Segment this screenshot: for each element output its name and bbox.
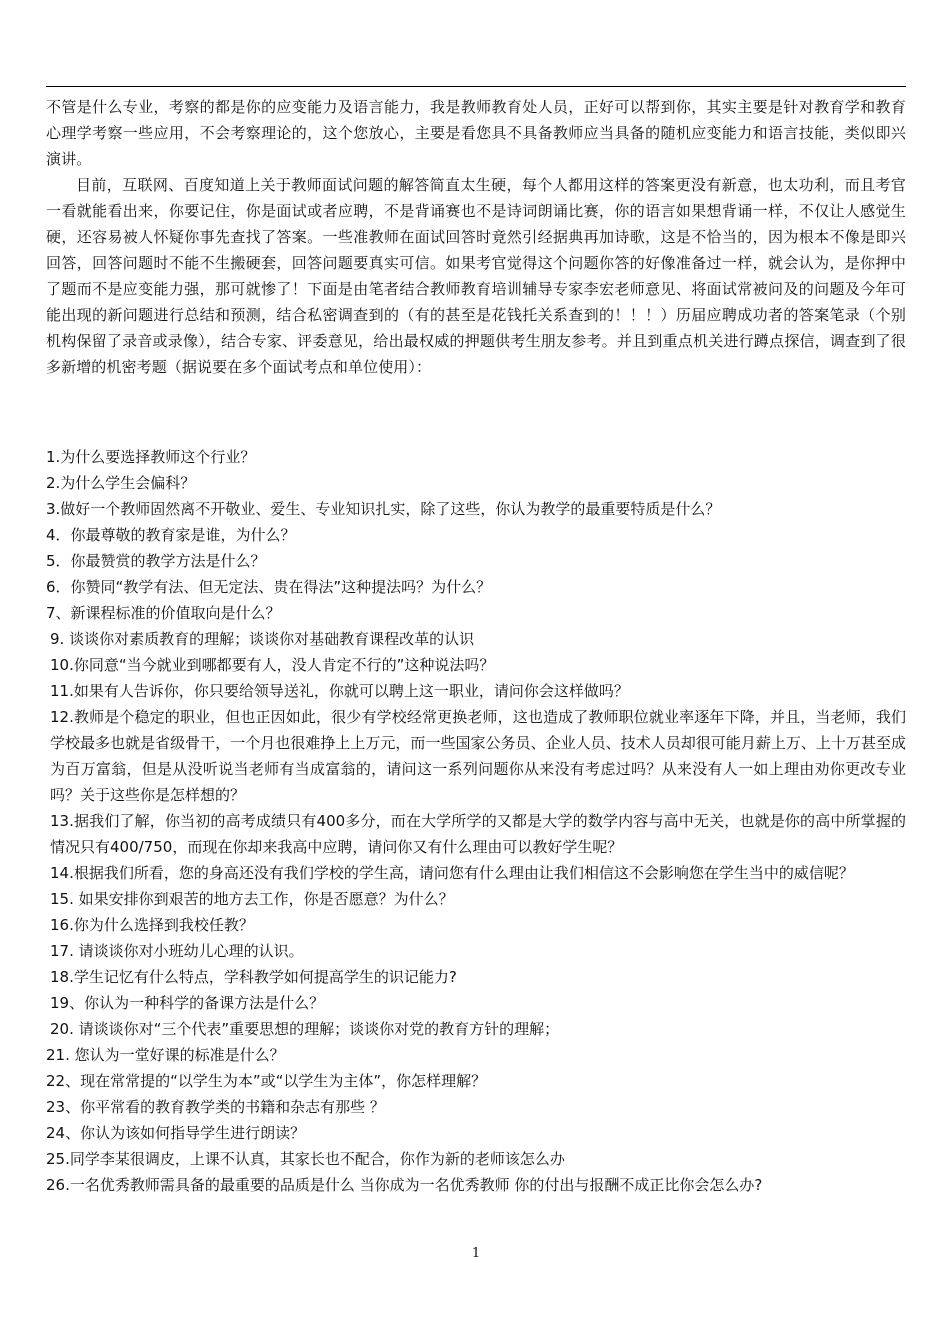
question-item: 20. 请谈谈你对“三个代表”重要思想的理解；谈谈你对党的教育方针的理解； bbox=[50, 1020, 560, 1038]
question-item: 19、你认为一种科学的备课方法是什么？ bbox=[50, 994, 325, 1012]
page-number: 1 bbox=[471, 1246, 481, 1261]
question-list bbox=[46, 444, 906, 1198]
question-item: 14.根据我们所看，您的身高还没有我们学校的学生高，请问您有什么理由让我们相信这不会影响您在学生当中的威信呢？ bbox=[50, 864, 854, 882]
question-item: 16.你为什么选择到我校任教？ bbox=[50, 916, 254, 934]
question-item: 12.教师是个稳定的职业，但也正因如此，很少有学校经常更换老师，这也造成了教师职位就业率逐年下降，并且，当老师，我们学校最多也就是省级骨干，一个月也很难挣上上万元，而一些国家公务员、企业人员、技术人员却很可能月薪上万、上十万甚至成为百万富翁，但是从没听说当老师有当成富翁的，请问这一系列问题你从来没有考虑过吗？从来没有人一如上理由劝你更改专业吗？关于这些你是怎样想的？ bbox=[50, 708, 906, 804]
question-item: 25.同学李某很调皮，上课不认真，其家长也不配合，你作为新的老师该怎么办 bbox=[46, 1150, 565, 1168]
question-item: 15. 如果安排你到艰苦的地方去工作，你是否愿意？为什么？ bbox=[50, 890, 454, 908]
question-item: 7、新课程标准的价值取向是什么？ bbox=[46, 604, 281, 622]
question-item: 24、你认为该如何指导学生进行朗读？ bbox=[46, 1124, 306, 1142]
question-item: 4．你最尊敬的教育家是谁，为什么？ bbox=[46, 526, 296, 544]
question-item: 13.据我们了解，你当初的高考成绩只有400多分，而在大学所学的又都是大学的数学内容与高中无关，也就是你的高中所掌握的情况只有400/750，而现在你却来我高中应聘，请问你又有什么理由可以教好学生呢？ bbox=[50, 812, 906, 856]
intro-paragraph-2: 目前，互联网、百度知道上关于教师面试问题的解答简直太生硬，每个人都用这样的答案更没有新意，也太功利，而且考官一看就能看出来，你要记住，你是面试或者应聘，不是背诵赛也不是诗词朗诵比赛，你的语言如果想背诵一样，不仅让人感觉生硬，还容易被人怀疑你事先查找了答案。一些准教师在面试回答时竟然引经据典再加诗歌，这是不恰当的，因为根本不像是即兴回答，回答问题时不能不生搬硬套，回答问题要真实可信。如果考官觉得这个问题你答的好像准备过一样，就会认为，是你押中了题而不是应变能力强，那可就惨了！下面是由笔者结合教师教育培训辅导专家李宏老师意见、将面试常被问及的问题及今年可能出现的新问题进行总结和预测，结合私密调查到的（有的甚至是花钱托关系查到的！！！）历届应聘成功者的答案笔录（个别机构保留了录音或录像），结合专家、评委意见，给出最权威的押题供考生朋友参考。并且到重点机关进行蹲点探信，调查到了很多新增的机密考题（据说要在多个面试考点和单位使用）： bbox=[46, 176, 906, 376]
question-item: 2.为什么学生会偏科？ bbox=[46, 474, 196, 492]
intro-paragraph-1: 不管是什么专业，考察的都是你的应变能力及语言能力，我是教师教育处人员，正好可以帮到你，其实主要是针对教育学和教育心理学考察一些应用，不会考察理论的，这个您放心，主要是看您具不具备教师应当具备的随机应变能力和语言技能，类似即兴演讲。 bbox=[46, 98, 906, 168]
question-item: 9. 谈谈你对素质教育的理解；谈谈你对基础教育课程改革的认识 bbox=[50, 630, 475, 648]
question-item: 5．你最赞赏的教学方法是什么？ bbox=[46, 552, 266, 570]
question-item: 22、现在常常提的“以学生为本”或“以学生为主体”，你怎样理解？ bbox=[46, 1072, 487, 1090]
question-item: 6．你赞同“教学有法、但无定法、贵在得法”这种提法吗？为什么？ bbox=[46, 578, 492, 596]
document-page bbox=[46, 86, 906, 1266]
question-item: 17. 请谈谈你对小班幼儿心理的认识。 bbox=[50, 942, 304, 960]
header-rule bbox=[46, 86, 906, 87]
question-item: 23、你平常看的教育教学类的书籍和杂志有那些 ？ bbox=[46, 1098, 385, 1116]
question-item: 11.如果有人告诉你，你只要给领导送礼，你就可以聘上这一职业，请问你会这样做吗？ bbox=[50, 682, 629, 700]
question-item: 10.你同意“当今就业到哪都要有人，没人肯定不行的”这种说法吗？ bbox=[50, 656, 495, 674]
question-item: 26.一名优秀教师需具备的最重要的品质是什么 当你成为一名优秀教师 你的付出与报酬不成正比你会怎么办? bbox=[46, 1176, 763, 1194]
intro-section bbox=[46, 94, 906, 380]
question-item: 1.为什么要选择教师这个行业？ bbox=[46, 448, 256, 466]
question-item: 3.做好一个教师固然离不开敬业、爱生、专业知识扎实，除了这些，你认为教学的最重要特质是什么？ bbox=[46, 500, 721, 518]
question-item: 18.学生记忆有什么特点，学科教学如何提高学生的识记能力? bbox=[50, 968, 457, 986]
question-item: 21. 您认为一堂好课的标准是什么？ bbox=[46, 1046, 285, 1064]
